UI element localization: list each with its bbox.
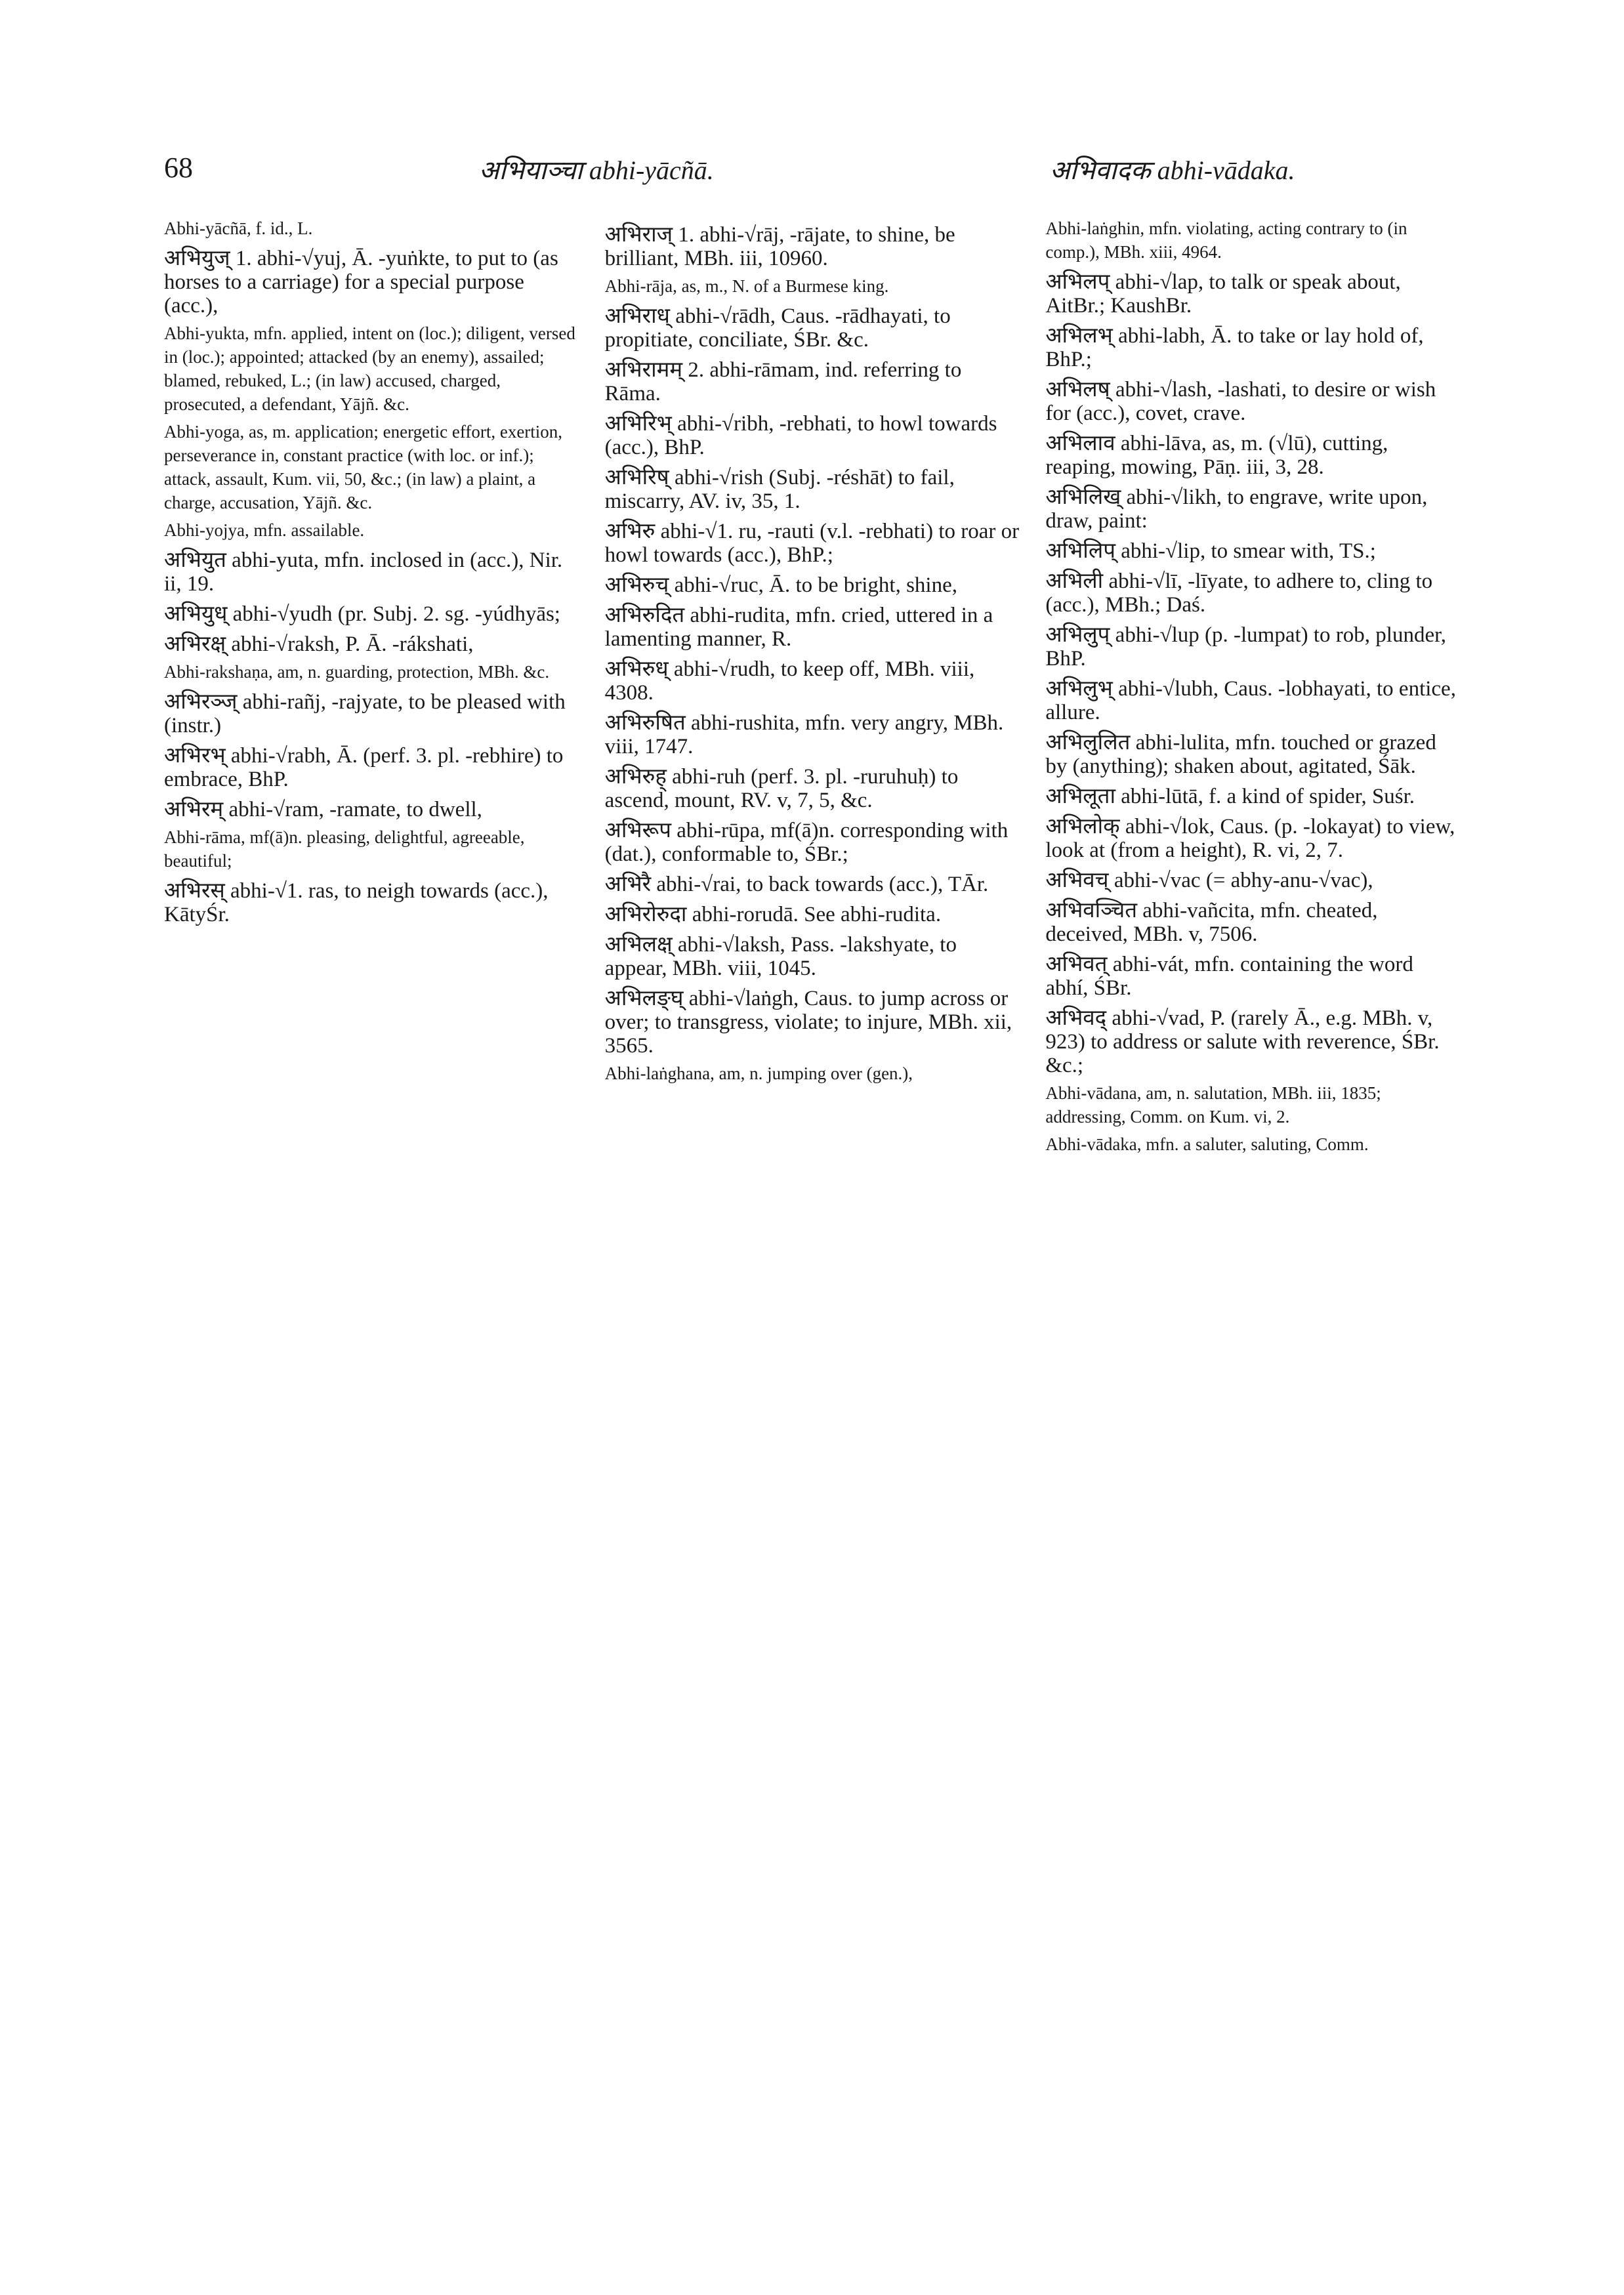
headword-entry: अभिरम् abhi-√ram, -ramate, to dwell, [164,798,482,821]
running-header [164,151,1460,210]
sub-entry: Abhi-laṅghin, mfn. violating, acting contrary to (in comp.), MBh. xiii, 4964. [1045,218,1407,262]
headword-entry: अभिलोक् abhi-√lok, Caus. (p. -lokayat) to view, look at (from a height), R. vi, 2, 7. [1045,815,1455,862]
headword-entry: अभिरक्ष् abhi-√raksh, P. Ā. -rákshati, [164,632,474,656]
headword-entry: अभिलुभ् abhi-√lubh, Caus. -lobhayati, to entice, allure. [1045,677,1456,724]
headword-entry: अभिलप् abhi-√lap, to talk or speak about, AitBr.; KaushBr. [1045,270,1401,318]
headword-entry: अभिरस् abhi-√1. ras, to neigh towards (acc.), KātyŚr. [164,879,549,926]
headword-entry: अभिलष् abhi-√lash, -lashati, to desire or wish for (acc.), covet, crave. [1045,378,1436,425]
headword-entry: अभिरुच् abhi-√ruc, Ā. to be bright, shine, [604,573,958,597]
headword-entry: अभिरुषित abhi-rushita, mfn. very angry, MBh. viii, 1747. [604,711,1004,758]
column-2 [605,217,1020,2172]
headword-entry: अभिवद् abhi-√vad, P. (rarely Ā., e.g. MBh. v, 923) to address or salute with reverence, ŚBr. &c.; [1045,1006,1440,1077]
sub-entry: Abhi-rāma, mf(ā)n. pleasing, delightful, agreeable, beautiful; [164,827,525,871]
headword-entry: अभिरु abhi-√1. ru, -rauti (v.l. -rebhati) to roar or howl towards (acc.), BhP.; [604,520,1020,567]
sub-entry: Abhi-yukta, mfn. applied, intent on (loc.); diligent, versed in (loc.); appointed; attacked (by an enemy), assailed; blamed, rebuked, L.; (in law) accused, charged, prosecuted, a defendant, Yājñ. &c. [164,323,575,414]
headword-entry: अभिरिष् abhi-√rish (Subj. -réshāt) to fail, miscarry, AV. iv, 35, 1. [604,466,955,513]
headword-entry: अभियुत abhi-yuta, mfn. inclosed in (acc.), Nir. ii, 19. [164,548,563,596]
headword-entry: अभियुध् abhi-√yudh (pr. Subj. 2. sg. -yúdhyās; [164,602,560,626]
headword-entry: अभिलिख् abhi-√likh, to engrave, write upon, draw, paint: [1045,486,1428,533]
headword-entry: अभिलुप् abhi-√lup (p. -lumpat) to rob, plunder, BhP. [1045,623,1447,671]
left-running-head: अभियाञ्चा abhi-yācñā. [479,155,714,185]
sub-entry: Abhi-vādana, am, n. salutation, MBh. iii, 1835; addressing, Comm. on Kum. vi, 2. [1045,1083,1381,1127]
headword-entry: अभिराध् abhi-√rādh, Caus. -rādhayati, to propitiate, conciliate, ŚBr. &c. [604,304,951,352]
sub-entry: Abhi-yojya, mfn. assailable. [164,520,365,540]
headword-entry: अभिली abhi-√lī, -līyate, to adhere to, cling to (acc.), MBh.; Daś. [1045,569,1433,617]
sub-entry: Abhi-yoga, as, m. application; energetic effort, exertion, perseverance in, constant practice (with loc. or inf.); attack, assault, Kum. vii, 50, &c.; (in law) a plaint, a charge, accusation, Yājñ. &c. [164,422,563,512]
column-3 [1045,217,1460,2172]
sub-entry: Abhi-laṅghana, am, n. jumping over (gen.), [604,1064,913,1083]
headword-entry: अभिवत् abhi-vát, mfn. containing the word abhí, ŚBr. [1045,953,1413,1000]
page-number: 68 [164,152,193,184]
headword-entry: अभियुज् 1. abhi-√yuj, Ā. -yuṅkte, to put to (as horses to a carriage) for a special purpose (acc.), [164,247,558,318]
dictionary-columns [164,217,1460,2172]
headword-entry: अभिलक्ष् abhi-√laksh, Pass. -lakshyate, to appear, MBh. viii, 1045. [604,933,957,980]
headword-entry: अभिरुह् abhi-ruh (perf. 3. pl. -ruruhuḥ) to ascend, mount, RV. v, 7, 5, &c. [604,765,959,812]
headword-entry: अभिराज् 1. abhi-√rāj, -rājate, to shine, be brilliant, MBh. iii, 10960. [604,223,955,270]
sub-entry: Abhi-rakshaṇa, am, n. guarding, protection, MBh. &c. [164,662,550,682]
column-1 [164,217,579,2172]
headword-entry: अभिवञ्चित abhi-vañcita, mfn. cheated, deceived, MBh. v, 7506. [1045,899,1378,946]
headword-entry: अभिलाव abhi-lāva, as, m. (√lū), cutting, reaping, mowing, Pāṇ. iii, 3, 28. [1045,432,1388,479]
sub-entry: Abhi-vādaka, mfn. a saluter, saluting, Comm. [1045,1134,1369,1154]
headword-entry: अभिलङ्घ् abhi-√laṅgh, Caus. to jump across or over; to transgress, violate; to injure, MBh. xii, 3565. [604,987,1012,1058]
headword-entry: अभिरुदित abhi-rudita, mfn. cried, uttered in a lamenting manner, R. [604,604,993,651]
headword-entry: अभिलुलित abhi-lulita, mfn. touched or grazed by (anything); shaken about, agitated, Śāk. [1045,731,1436,778]
headword-entry: अभिरामम् 2. abhi-rāmam, ind. referring to Rāma. [604,358,962,405]
headword-entry: अभिलभ् abhi-labh, Ā. to take or lay hold of, BhP.; [1045,324,1424,371]
headword-entry: अभिलूता abhi-lūtā, f. a kind of spider, Suśr. [1045,785,1415,808]
headword-entry: अभिरोरुदा abhi-rorudā. See abhi-rudita. [604,903,942,926]
headword-entry: अभिलिप् abhi-√lip, to smear with, TS.; [1045,539,1376,563]
headword-entry: अभिरुध् abhi-√rudh, to keep off, MBh. viii, 4308. [604,657,975,705]
headword-entry: अभिरञ्ज् abhi-rañj, -rajyate, to be pleased with (instr.) [164,690,566,737]
headword-entry: अभिरै abhi-√rai, to back towards (acc.), TĀr. [604,873,989,896]
headword-entry: अभिरूप abhi-rūpa, mf(ā)n. corresponding with (dat.), conformable to, ŚBr.; [604,819,1009,866]
sub-entry: Abhi-yācñā, f. id., L. [164,218,313,238]
right-running-head: अभिवादक abhi-vādaka. [1050,155,1295,185]
headword-entry: अभिरभ् abhi-√rabh, Ā. (perf. 3. pl. -rebhire) to embrace, BhP. [164,744,564,791]
sub-entry: Abhi-rāja, as, m., N. of a Burmese king. [604,276,889,296]
headword-entry: अभिरिभ् abhi-√ribh, -rebhati, to howl towards (acc.), BhP. [604,412,997,459]
headword-entry: अभिवच् abhi-√vac (= abhy-anu-√vac), [1045,869,1373,892]
